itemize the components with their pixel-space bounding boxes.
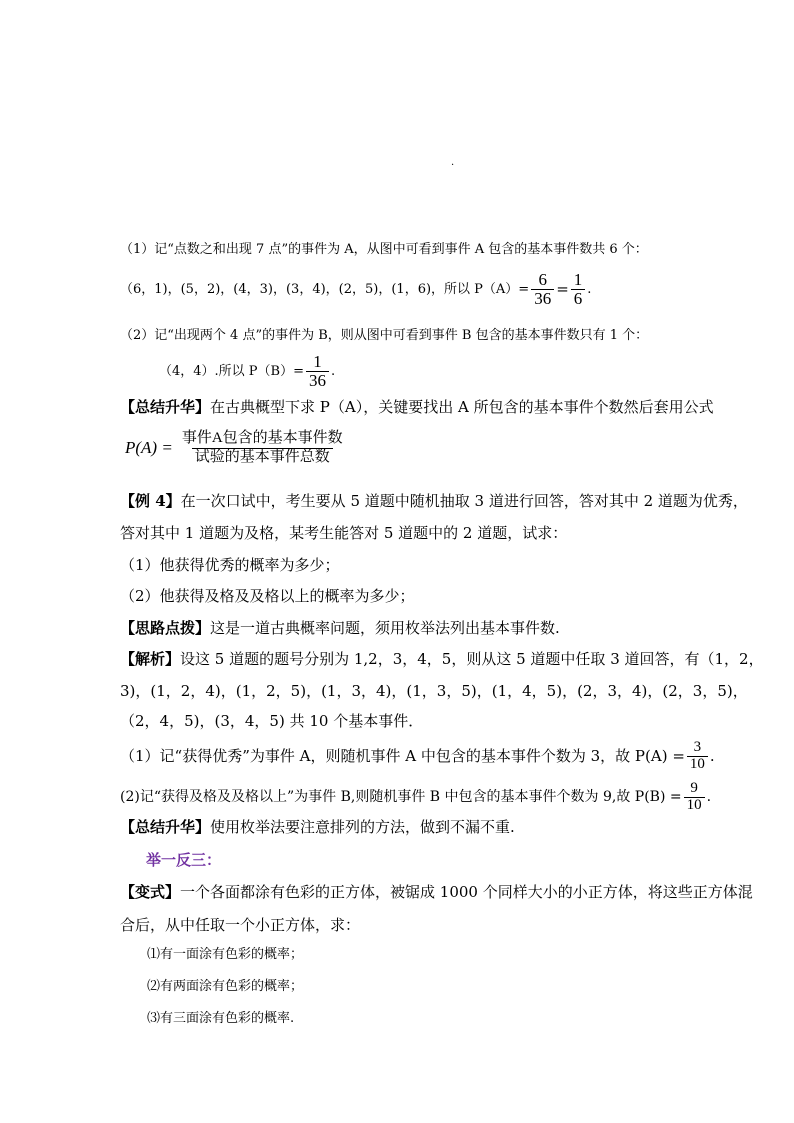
variant-item-3: ⑶有三面涂有色彩的概率. [147, 1011, 295, 1026]
answer1-text: （1）记“获得优秀”为事件 A，则随机事件 A 中包含的基本事件个数为 3，故 P(A) = [120, 746, 685, 765]
ex4-question-line1 [120, 494, 748, 509]
formula-numerator: 事件A包含的基本事件数 [181, 430, 343, 446]
period: . [709, 746, 715, 765]
variant-item-1: ⑴有一面涂有色彩的概率； [147, 947, 304, 962]
summary1-tag: 【总结升华】 [120, 398, 211, 416]
fraction-denominator: 10 [684, 797, 705, 814]
ex4-solution-line3: （2，4，5)，(3，4，5) 共 10 个基本事件． [120, 712, 424, 730]
hint-text: 这是一道古典概率问题，须用枚举法列出基本事件数. [210, 619, 560, 637]
ex4-solution-line2: 3)，(1，2，4)，(1，2，5)，(1，3，4)，(1，3，5)，(1，4，5)，(2，3，4)，(2，3，5)， [120, 682, 748, 700]
ex3-part1-line2 [120, 271, 591, 308]
variant-tag: 【变式】 [120, 883, 181, 901]
ex3-part2-line2 [159, 353, 335, 390]
fraction-denominator: 6 [571, 289, 586, 308]
fraction-numerator: 3 [693, 739, 702, 755]
hint-tag: 【思路点拨】 [120, 619, 211, 637]
formula-fraction [179, 430, 346, 467]
fraction-numerator: 6 [538, 270, 547, 289]
fraction-numerator: 9 [690, 780, 698, 796]
ex3-part2-text: （4，4）.所以 P（B）= [159, 363, 304, 379]
solution-text1: 设这 5 道题的题号分别为 1,2，3，4，5，则从这 5 道题中任取 3 道回答，有（1，2， [180, 650, 764, 668]
ex4-solution-line1 [120, 652, 764, 667]
formula-denominator: 试验的基本事件总数 [192, 448, 333, 467]
ex4-answer-2 [120, 781, 711, 814]
practice-heading: 举一反三： [146, 851, 222, 869]
solution-tag: 【解析】 [120, 650, 181, 668]
ex3-part1-line1: （1）记“点数之和出现 7 点”的事件为 A，从图中可看到事件 A 包含的基本事件数共 6 个： [120, 242, 648, 257]
ex3-part2-line1: （2）记“出现两个 4 点”的事件为 B，则从图中可看到事件 B 包含的基本事件数只有 1 个： [120, 328, 649, 343]
ex4-hint-line [120, 621, 560, 636]
fraction-numerator: 1 [313, 352, 322, 371]
summary1-text: 在古典概型下求 P（A），关键要找出 A 所包含的基本事件个数然后套用公式 [210, 398, 714, 416]
summary2-text: 使用枚举法要注意排列的方法，做到不漏不重. [210, 818, 515, 836]
fraction-9-10 [684, 781, 705, 814]
probability-formula [125, 430, 348, 467]
header-mark: . [451, 157, 455, 168]
answer2-text: (2)记“获得及格及及格以上”为事件 B,则随机事件 B 中包含的基本事件个数为 9,故 P(B) = [120, 789, 682, 806]
ex4-subquestion-1: （1）他获得优秀的概率为多少； [120, 556, 340, 574]
equals-sign: = [556, 279, 569, 298]
summary2-line [120, 820, 515, 835]
variant-text1: 一个各面都涂有色彩的正方体，被锯成 1000 个同样大小的小正方体，将这些正方体混 [180, 883, 753, 901]
fraction-numerator: 1 [573, 270, 583, 289]
fraction-1-6 [571, 271, 586, 308]
ex3-part1-text: （6，1)，(5，2)，(4，3)，(3，4)，(2，5)，(1，6)，所以 P（A）= [120, 281, 530, 297]
fraction-denominator: 36 [306, 371, 329, 390]
ex4-tag: 【例 4】 [120, 492, 181, 510]
period: . [331, 363, 336, 379]
formula-lhs: P(A) = [125, 438, 173, 458]
variant-question-line1 [120, 885, 753, 900]
summary2-tag: 【总结升华】 [120, 818, 211, 836]
summary1-line [120, 400, 714, 415]
fraction-1-36 [306, 353, 329, 390]
fraction-denominator: 36 [531, 289, 554, 308]
ex4-question-text1: 在一次口试中，考生要从 5 道题中随机抽取 3 道进行回答，答对其中 2 道题为优秀， [180, 492, 748, 510]
ex4-question-line2: 答对其中 1 道题为及格，某考生能答对 5 道题中的 2 道题，试求： [120, 524, 568, 542]
period: . [587, 281, 592, 297]
period: . [706, 789, 712, 806]
fraction-6-36 [531, 271, 554, 308]
variant-item-2: ⑵有两面涂有色彩的概率； [147, 979, 304, 994]
ex4-subquestion-2: （2）他获得及格及及格以上的概率为多少； [120, 587, 415, 605]
variant-question-line2: 合后，从中任取一个小正方体，求： [120, 916, 361, 934]
fraction-3-10 [687, 740, 708, 773]
fraction-denominator: 10 [687, 756, 708, 773]
ex4-answer-1 [120, 740, 715, 773]
